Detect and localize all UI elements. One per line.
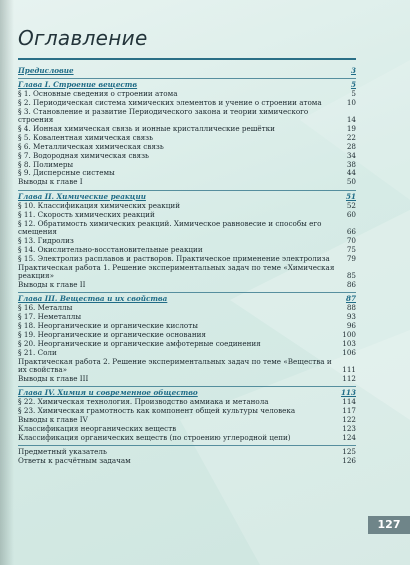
toc-entry[interactable]	[18, 143, 356, 151]
toc-entry[interactable]	[18, 313, 356, 321]
entry-title: Выводы к главе IV	[18, 416, 88, 425]
toc-entry[interactable]	[18, 358, 356, 375]
toc-entry[interactable]	[18, 220, 356, 237]
toc-entry[interactable]	[18, 211, 356, 219]
toc-section	[18, 67, 356, 75]
toc-entry[interactable]	[18, 202, 356, 210]
chapter-heading[interactable]	[18, 193, 356, 201]
entry-page: 122	[342, 415, 356, 425]
entry-page: 114	[342, 397, 356, 407]
toc-entry[interactable]	[18, 434, 356, 442]
toc-entry[interactable]	[18, 407, 356, 415]
title-rule	[18, 58, 356, 60]
page-title: Оглавление	[18, 26, 148, 50]
entry-title: § 5. Ковалентная химическая связь	[18, 133, 154, 142]
entry-page: 124	[342, 432, 356, 442]
toc-entry[interactable]	[18, 340, 356, 348]
section-divider	[18, 190, 356, 191]
entry-title: § 3. Становление и развитие Периодического закона и теории химического строения	[18, 107, 309, 125]
entry-title: § 16. Металлы	[18, 304, 73, 313]
entry-title: Выводы к главе II	[18, 280, 86, 289]
section-divider	[18, 386, 356, 387]
entry-title: § 14. Окислительно-восстановительные реакции	[18, 245, 203, 254]
entry-page: 88	[346, 303, 356, 313]
entry-page: 79	[346, 253, 356, 263]
entry-title: § 22. Химическая технология. Производство аммиака и метанола	[18, 398, 269, 407]
entry-title: § 21. Соли	[18, 348, 57, 357]
entry-page: 103	[342, 338, 356, 348]
entry-page: 113	[340, 388, 356, 398]
entry-page: 126	[342, 456, 356, 466]
toc-section	[18, 193, 356, 289]
entry-page: 3	[350, 65, 356, 75]
entry-title: Предметный указатель	[18, 448, 107, 457]
entry-page: 52	[346, 200, 356, 210]
entry-page: 22	[346, 132, 356, 142]
toc-entry[interactable]	[18, 161, 356, 169]
toc-entry[interactable]	[18, 178, 356, 186]
toc-entry[interactable]	[18, 134, 356, 142]
section-divider	[18, 445, 356, 446]
toc-entry[interactable]	[18, 169, 356, 177]
entry-title: Предисловие	[18, 66, 74, 75]
toc-entry[interactable]	[18, 237, 356, 245]
entry-page: 44	[346, 168, 356, 178]
entry-page: 100	[342, 329, 356, 339]
table-of-contents	[18, 66, 356, 466]
entry-page: 50	[346, 177, 356, 187]
entry-page: 106	[342, 347, 356, 357]
toc-entry[interactable]	[18, 349, 356, 357]
entry-title: Глава I. Строение веществ	[18, 80, 138, 89]
toc-entry[interactable]	[18, 125, 356, 133]
entry-title: Классификация органических веществ (по строению углеродной цепи)	[18, 433, 291, 442]
toc-entry[interactable]	[18, 322, 356, 330]
chapter-heading[interactable]	[18, 389, 356, 397]
entry-title: § 12. Обратимость химических реакций. Химическое равновесие и способы его смещения	[18, 219, 322, 236]
entry-title: § 8. Полимеры	[18, 160, 74, 169]
entry-title: § 17. Неметаллы	[18, 313, 82, 322]
entry-page: 70	[346, 235, 356, 245]
entry-title: § 19. Неорганические и органические основания	[18, 330, 206, 339]
toc-entry[interactable]	[18, 457, 356, 465]
entry-title: § 11. Скорость химических реакций	[18, 210, 155, 219]
entry-page: 93	[346, 312, 356, 322]
entry-page: 87	[345, 294, 356, 304]
entry-title: Выводы к главе III	[18, 374, 89, 383]
entry-title: § 1. Основные сведения о строении атома	[18, 89, 178, 98]
toc-entry[interactable]	[18, 448, 356, 456]
entry-page: 112	[342, 373, 356, 383]
entry-page: 117	[342, 406, 356, 416]
entry-page: 10	[346, 97, 356, 107]
toc-entry[interactable]	[18, 264, 356, 281]
entry-page: 28	[346, 141, 356, 151]
entry-title: Классификация неорганических веществ	[18, 424, 177, 433]
toc-section	[18, 448, 356, 465]
toc-entry[interactable]	[18, 425, 356, 433]
entry-title: § 9. Дисперсные системы	[18, 169, 115, 178]
chapter-heading[interactable]	[18, 295, 356, 303]
entry-page: 5	[350, 79, 356, 89]
section-divider	[18, 78, 356, 79]
entry-page: 75	[346, 244, 356, 254]
toc-entry[interactable]	[18, 398, 356, 406]
entry-title: § 7. Водородная химическая связь	[18, 151, 149, 160]
toc-entry[interactable]	[18, 246, 356, 254]
entry-title: Глава II. Химические реакции	[18, 192, 146, 201]
toc-entry[interactable]	[18, 416, 356, 424]
toc-entry[interactable]	[18, 99, 356, 107]
entry-page: 34	[346, 150, 356, 160]
toc-section	[18, 81, 356, 187]
toc-section	[18, 295, 356, 383]
entry-title: Выводы к главе I	[18, 178, 83, 187]
entry-title: § 13. Гидролиз	[18, 236, 74, 245]
chapter-heading[interactable]	[18, 67, 356, 75]
entry-page: 14	[346, 115, 356, 125]
chapter-heading[interactable]	[18, 81, 356, 89]
entry-title: § 6. Металлическая химическая связь	[18, 142, 164, 151]
entry-title: § 15. Электролиз расплавов и растворов. Практическое применение электролиза	[18, 254, 330, 263]
entry-title: Практическая работа 2. Решение экспериментальных задач по теме «Вещества и их свойства»	[18, 357, 332, 374]
entry-title: § 10. Классификация химических реакций	[18, 201, 180, 210]
entry-page: 51	[345, 191, 356, 201]
entry-title: Практическая работа 1. Решение экспериментальных задач по теме «Химическая реакция»	[18, 263, 335, 280]
entry-page: 60	[346, 209, 356, 219]
toc-entry[interactable]	[18, 108, 356, 125]
toc-entry[interactable]	[18, 304, 356, 312]
toc-section	[18, 389, 356, 442]
entry-page: 19	[346, 123, 356, 133]
entry-title: Глава III. Вещества и их свойства	[18, 295, 168, 304]
entry-title: Глава IV. Химия и современное общество	[18, 389, 198, 398]
entry-title: § 18. Неорганические и органические кислоты	[18, 321, 198, 330]
toc-entry[interactable]	[18, 90, 356, 98]
entry-title: § 20. Неорганические и органические амфотерные соединения	[18, 339, 261, 348]
toc-entry[interactable]	[18, 281, 356, 289]
toc-entry[interactable]	[18, 331, 356, 339]
section-divider	[18, 292, 356, 293]
entry-title: § 2. Периодическая система химических элементов и учение о строении атома	[18, 98, 322, 107]
entry-page: 125	[342, 447, 356, 457]
entry-title: § 4. Ионная химическая связь и ионные кристаллические решётки	[18, 124, 275, 133]
entry-page: 111	[342, 365, 356, 374]
entry-page: 5	[351, 88, 356, 98]
entry-title: § 23. Химическая грамотность как компонент общей культуры человека	[18, 407, 296, 416]
toc-entry[interactable]	[18, 152, 356, 160]
toc-entry[interactable]	[18, 255, 356, 263]
entry-page: 85	[346, 270, 356, 280]
entry-page: 38	[346, 159, 356, 169]
entry-title: Ответы к расчётным задачам	[18, 457, 131, 466]
entry-page: 66	[346, 226, 356, 236]
entry-page: 123	[342, 423, 356, 433]
entry-page: 96	[346, 320, 356, 330]
page-number: 127	[368, 516, 410, 534]
entry-page: 86	[346, 279, 356, 289]
toc-entry[interactable]	[18, 375, 356, 383]
